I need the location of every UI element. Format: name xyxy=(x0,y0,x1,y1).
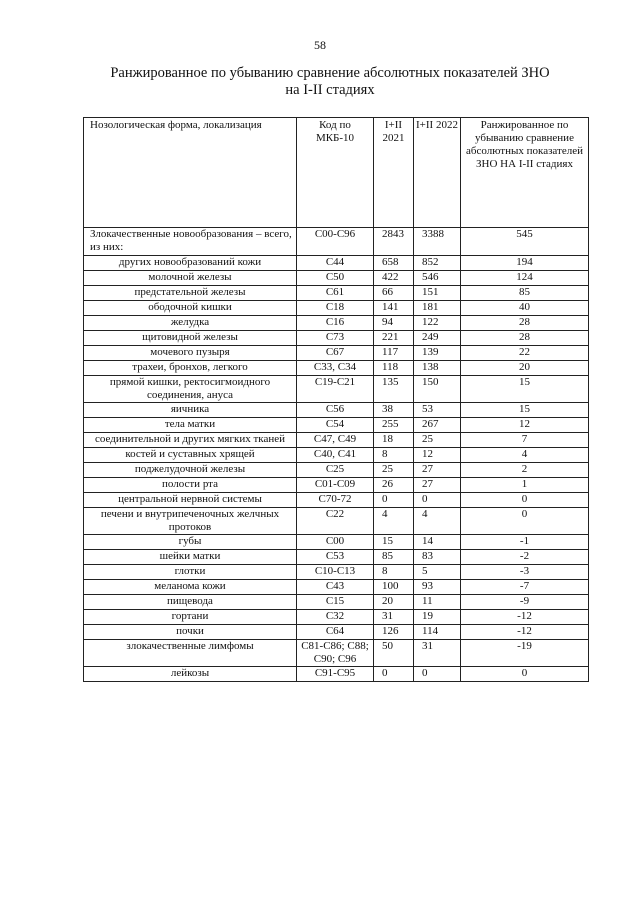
cell-code: C15 xyxy=(297,595,374,610)
cell-name: печени и внутрипеченочных желчных протоков xyxy=(84,508,297,535)
cell-code: C54 xyxy=(297,418,374,433)
cell-name: почки xyxy=(84,625,297,640)
cell-2022: 14 xyxy=(414,535,461,550)
cell-2021: 4 xyxy=(374,508,414,535)
cell-name: поджелудочной железы xyxy=(84,463,297,478)
cell-name: гортани xyxy=(84,610,297,625)
cell-code: C47, C49 xyxy=(297,433,374,448)
cell-name: полости рта xyxy=(84,478,297,493)
cell-name: центральной нервной системы xyxy=(84,493,297,508)
cell-code: C73 xyxy=(297,331,374,346)
table-row xyxy=(84,595,589,610)
cell-name: других новообразований кожи xyxy=(84,256,297,271)
cell-name: шейки матки xyxy=(84,550,297,565)
cell-code: C50 xyxy=(297,271,374,286)
cell-2021: 100 xyxy=(374,580,414,595)
cell-name: щитовидной железы xyxy=(84,331,297,346)
header-code: Код по МКБ-10 xyxy=(297,118,374,228)
cell-2021: 117 xyxy=(374,346,414,361)
cell-rank: 124 xyxy=(461,271,589,286)
table-row xyxy=(84,535,589,550)
cell-code: C67 xyxy=(297,346,374,361)
header-name: Нозологическая форма, локализация xyxy=(84,118,297,228)
table-row xyxy=(84,361,589,376)
table-row xyxy=(84,346,589,361)
table-row xyxy=(84,256,589,271)
cell-2022: 19 xyxy=(414,610,461,625)
cell-2021: 25 xyxy=(374,463,414,478)
cell-2022: 4 xyxy=(414,508,461,535)
cell-2021: 2843 xyxy=(374,228,414,256)
table-row xyxy=(84,565,589,580)
cell-2022: 25 xyxy=(414,433,461,448)
cell-name: предстательной железы xyxy=(84,286,297,301)
cell-2022: 150 xyxy=(414,376,461,403)
page-number: 58 xyxy=(314,38,326,52)
cell-rank: 40 xyxy=(461,301,589,316)
table-row xyxy=(84,331,589,346)
cell-2021: 8 xyxy=(374,448,414,463)
cell-name: Злокачественные новообразования – всего, из них: xyxy=(84,228,297,256)
cell-rank: 15 xyxy=(461,376,589,403)
cell-code: C01-C09 xyxy=(297,478,374,493)
cell-name: мочевого пузыря xyxy=(84,346,297,361)
cell-code: C43 xyxy=(297,580,374,595)
cell-2022: 267 xyxy=(414,418,461,433)
cell-2021: 135 xyxy=(374,376,414,403)
cell-name: прямой кишки, ректосигмоидного соединения, ануса xyxy=(84,376,297,403)
cell-2022: 31 xyxy=(414,640,461,667)
table-header-row xyxy=(84,118,589,228)
cell-rank: 0 xyxy=(461,667,589,682)
cell-2022: 3388 xyxy=(414,228,461,256)
cell-rank: 85 xyxy=(461,286,589,301)
cell-2022: 852 xyxy=(414,256,461,271)
cell-2021: 50 xyxy=(374,640,414,667)
cell-name: костей и суставных хрящей xyxy=(84,448,297,463)
header-rank: Ранжированное по убыванию сравнение абсолютных показателей ЗНО НА I-II стадиях xyxy=(461,118,589,228)
cell-code: C53 xyxy=(297,550,374,565)
cell-code: C10-C13 xyxy=(297,565,374,580)
cell-rank: 0 xyxy=(461,508,589,535)
table-row xyxy=(84,286,589,301)
cell-name: злокачественные лимфомы xyxy=(84,640,297,667)
cell-2022: 546 xyxy=(414,271,461,286)
table-row xyxy=(84,316,589,331)
cell-rank: 20 xyxy=(461,361,589,376)
cell-code: C44 xyxy=(297,256,374,271)
cell-code: C33, C34 xyxy=(297,361,374,376)
cell-code: C00 xyxy=(297,535,374,550)
cell-rank: -19 xyxy=(461,640,589,667)
cell-name: ободочной кишки xyxy=(84,301,297,316)
document-title xyxy=(70,65,590,99)
cell-2021: 0 xyxy=(374,493,414,508)
cell-2021: 255 xyxy=(374,418,414,433)
cell-rank: -7 xyxy=(461,580,589,595)
cell-code: C25 xyxy=(297,463,374,478)
cell-rank: 22 xyxy=(461,346,589,361)
table-row xyxy=(84,625,589,640)
cell-rank: -1 xyxy=(461,535,589,550)
zno-comparison-table xyxy=(83,117,589,682)
cell-code: C70-72 xyxy=(297,493,374,508)
cell-name: тела матки xyxy=(84,418,297,433)
table-row xyxy=(84,376,589,403)
cell-2021: 0 xyxy=(374,667,414,682)
cell-code: C61 xyxy=(297,286,374,301)
table-row xyxy=(84,493,589,508)
cell-rank: -3 xyxy=(461,565,589,580)
cell-code: C56 xyxy=(297,403,374,418)
cell-name: яичника xyxy=(84,403,297,418)
cell-code: C00-C96 xyxy=(297,228,374,256)
cell-rank: 4 xyxy=(461,448,589,463)
cell-2021: 422 xyxy=(374,271,414,286)
table-row xyxy=(84,640,589,667)
cell-name: губы xyxy=(84,535,297,550)
cell-code: C18 xyxy=(297,301,374,316)
cell-2022: 249 xyxy=(414,331,461,346)
cell-2022: 5 xyxy=(414,565,461,580)
table-row-total xyxy=(84,228,589,256)
cell-rank: 28 xyxy=(461,316,589,331)
cell-2021: 94 xyxy=(374,316,414,331)
table-row xyxy=(84,271,589,286)
cell-2021: 66 xyxy=(374,286,414,301)
table-row xyxy=(84,418,589,433)
cell-2022: 138 xyxy=(414,361,461,376)
cell-2021: 15 xyxy=(374,535,414,550)
table-row xyxy=(84,580,589,595)
cell-name: меланома кожи xyxy=(84,580,297,595)
cell-name: молочной железы xyxy=(84,271,297,286)
cell-2022: 0 xyxy=(414,493,461,508)
table-row xyxy=(84,508,589,535)
cell-rank: -12 xyxy=(461,625,589,640)
title-line-2: на I-II стадиях xyxy=(285,82,375,98)
cell-name: желудка xyxy=(84,316,297,331)
cell-code: C32 xyxy=(297,610,374,625)
cell-rank: 0 xyxy=(461,493,589,508)
table-row xyxy=(84,610,589,625)
table-row xyxy=(84,301,589,316)
cell-rank: 7 xyxy=(461,433,589,448)
cell-2022: 181 xyxy=(414,301,461,316)
table-row xyxy=(84,463,589,478)
cell-code: C91-C95 xyxy=(297,667,374,682)
table-row xyxy=(84,478,589,493)
cell-rank: 194 xyxy=(461,256,589,271)
cell-2022: 122 xyxy=(414,316,461,331)
header-2021: I+II 2021 xyxy=(374,118,414,228)
cell-rank: 1 xyxy=(461,478,589,493)
cell-code: C19-C21 xyxy=(297,376,374,403)
cell-2022: 139 xyxy=(414,346,461,361)
cell-2022: 151 xyxy=(414,286,461,301)
cell-2021: 26 xyxy=(374,478,414,493)
cell-2021: 20 xyxy=(374,595,414,610)
cell-2021: 38 xyxy=(374,403,414,418)
cell-2022: 27 xyxy=(414,478,461,493)
cell-name: трахеи, бронхов, легкого xyxy=(84,361,297,376)
cell-2021: 8 xyxy=(374,565,414,580)
cell-2021: 141 xyxy=(374,301,414,316)
table-row xyxy=(84,433,589,448)
cell-rank: -12 xyxy=(461,610,589,625)
cell-rank: 545 xyxy=(461,228,589,256)
cell-code: C81-C86; C88; C90; C96 xyxy=(297,640,374,667)
cell-2021: 118 xyxy=(374,361,414,376)
cell-2022: 27 xyxy=(414,463,461,478)
cell-2022: 0 xyxy=(414,667,461,682)
cell-name: глотки xyxy=(84,565,297,580)
cell-2022: 53 xyxy=(414,403,461,418)
cell-name: пищевода xyxy=(84,595,297,610)
cell-2022: 114 xyxy=(414,625,461,640)
cell-code: C16 xyxy=(297,316,374,331)
table-row xyxy=(84,403,589,418)
cell-code: C22 xyxy=(297,508,374,535)
cell-name: соединительной и других мягких тканей xyxy=(84,433,297,448)
table-row xyxy=(84,550,589,565)
cell-rank: 15 xyxy=(461,403,589,418)
cell-rank: -2 xyxy=(461,550,589,565)
title-line-1: Ранжированное по убыванию сравнение абсолютных показателей ЗНО xyxy=(110,65,550,81)
cell-rank: -9 xyxy=(461,595,589,610)
cell-2021: 85 xyxy=(374,550,414,565)
cell-2022: 12 xyxy=(414,448,461,463)
cell-2022: 11 xyxy=(414,595,461,610)
cell-2022: 93 xyxy=(414,580,461,595)
cell-rank: 2 xyxy=(461,463,589,478)
header-2022: I+II 2022 xyxy=(414,118,461,228)
cell-2022: 83 xyxy=(414,550,461,565)
cell-rank: 12 xyxy=(461,418,589,433)
cell-code: C40, C41 xyxy=(297,448,374,463)
table-row xyxy=(84,448,589,463)
cell-2021: 31 xyxy=(374,610,414,625)
table-row xyxy=(84,667,589,682)
cell-2021: 126 xyxy=(374,625,414,640)
cell-code: C64 xyxy=(297,625,374,640)
cell-2021: 221 xyxy=(374,331,414,346)
cell-name: лейкозы xyxy=(84,667,297,682)
table-body xyxy=(84,228,589,682)
cell-2021: 658 xyxy=(374,256,414,271)
cell-2021: 18 xyxy=(374,433,414,448)
cell-rank: 28 xyxy=(461,331,589,346)
